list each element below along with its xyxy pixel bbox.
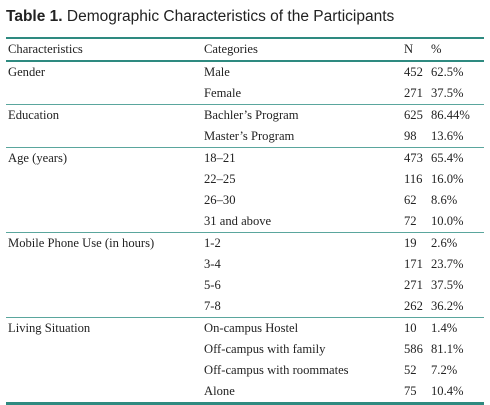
cell-percent: 23.7%: [431, 257, 464, 271]
table-figure: [6, 4, 484, 405]
cell-category: 22–25: [204, 172, 236, 186]
cell-category: 26–30: [204, 193, 236, 207]
cell-n: 271: [404, 86, 423, 100]
cell-percent: 10.4%: [431, 384, 464, 398]
cell-characteristic: Education: [8, 108, 60, 122]
table-row: [6, 339, 484, 360]
cell-percent: 37.5%: [431, 86, 464, 100]
cell-category: Off-campus with family: [204, 342, 326, 356]
cell-n: 19: [404, 236, 417, 250]
table-row: [6, 83, 484, 104]
table-row: [6, 147, 484, 169]
cell-percent: 65.4%: [431, 151, 464, 165]
cell-characteristic: Living Situation: [8, 321, 91, 335]
table-row: [6, 317, 484, 339]
cell-percent: 1.4%: [431, 321, 458, 335]
cell-percent: 81.1%: [431, 342, 464, 356]
cell-characteristic: Mobile Phone Use (in hours): [8, 236, 155, 250]
table-row: [6, 169, 484, 190]
cell-category: On-campus Hostel: [204, 321, 299, 335]
cell-n: 62: [404, 193, 417, 207]
table-row: [6, 275, 484, 296]
header-percent: %: [431, 42, 442, 56]
table-row: [6, 381, 484, 402]
cell-n: 625: [404, 108, 423, 122]
table-header-row: [6, 39, 484, 62]
table-row: [6, 211, 484, 232]
header-categories: Categories: [204, 42, 258, 56]
table-row: [6, 296, 484, 317]
cell-percent: 86.44%: [431, 108, 470, 122]
table-row: [6, 360, 484, 381]
cell-percent: 2.6%: [431, 236, 458, 250]
table-caption: [6, 4, 484, 29]
cell-category: 1-2: [204, 236, 221, 250]
cell-n: 72: [404, 214, 417, 228]
cell-n: 262: [404, 299, 423, 313]
cell-n: 452: [404, 65, 423, 79]
cell-n: 586: [404, 342, 423, 356]
cell-characteristic: Age (years): [8, 151, 68, 165]
cell-n: 98: [404, 129, 417, 143]
cell-category: 7-8: [204, 299, 221, 313]
cell-n: 75: [404, 384, 417, 398]
cell-n: 473: [404, 151, 423, 165]
cell-percent: 7.2%: [431, 363, 458, 377]
cell-percent: 16.0%: [431, 172, 464, 186]
table-row: [6, 254, 484, 275]
table-title: Demographic Characteristics of the Participants: [66, 8, 395, 25]
cell-category: Bachler’s Program: [204, 108, 299, 122]
cell-n: 116: [404, 172, 423, 186]
cell-percent: 10.0%: [431, 214, 464, 228]
cell-percent: 13.6%: [431, 129, 464, 143]
demographics-table: [6, 37, 484, 405]
table-row: [6, 104, 484, 126]
cell-category: Female: [204, 86, 242, 100]
cell-n: 10: [404, 321, 417, 335]
cell-category: 31 and above: [204, 214, 272, 228]
header-characteristics: Characteristics: [8, 42, 83, 56]
cell-category: Male: [204, 65, 230, 79]
table-number: Table 1.: [6, 8, 63, 25]
cell-n: 52: [404, 363, 417, 377]
cell-n: 171: [404, 257, 423, 271]
cell-category: Off-campus with roommates: [204, 363, 349, 377]
cell-percent: 36.2%: [431, 299, 464, 313]
cell-category: 3-4: [204, 257, 221, 271]
cell-category: Alone: [204, 384, 235, 398]
cell-category: Master’s Program: [204, 129, 295, 143]
table-row: [6, 62, 484, 83]
cell-n: 271: [404, 278, 423, 292]
cell-category: 5-6: [204, 278, 221, 292]
table-row: [6, 190, 484, 211]
table-row: [6, 232, 484, 254]
cell-characteristic: Gender: [8, 65, 46, 79]
cell-percent: 37.5%: [431, 278, 464, 292]
cell-percent: 62.5%: [431, 65, 464, 79]
cell-category: 18–21: [204, 151, 236, 165]
table-row: [6, 126, 484, 147]
header-n: N: [404, 42, 414, 56]
cell-percent: 8.6%: [431, 193, 458, 207]
